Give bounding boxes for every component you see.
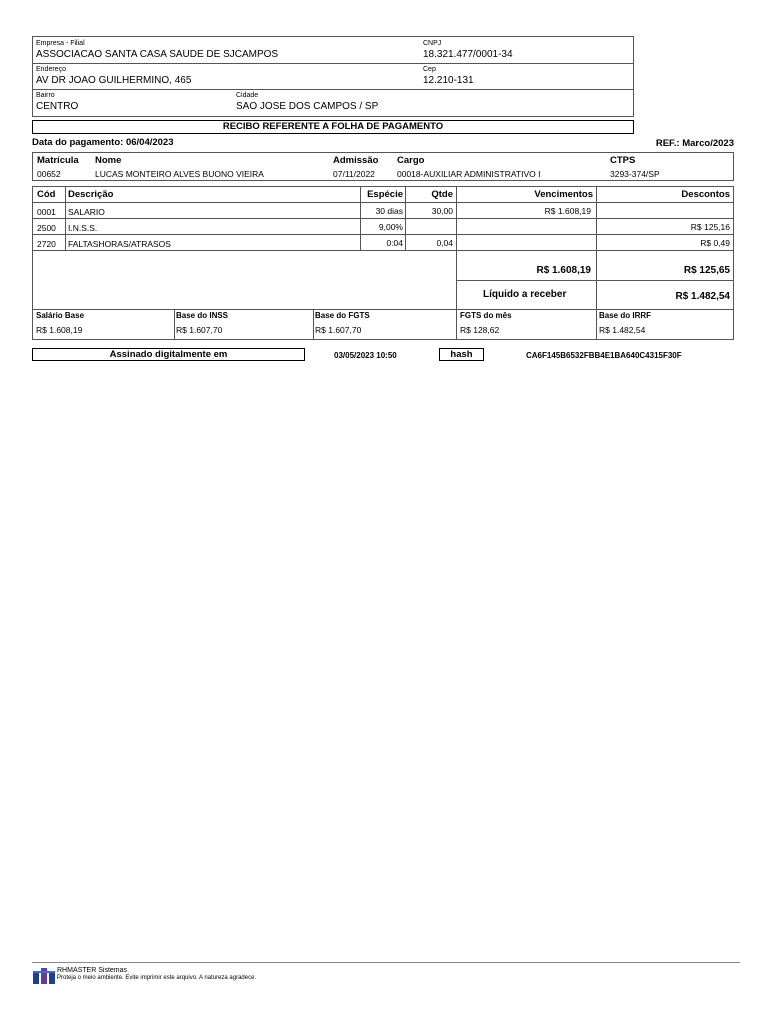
- payment-date: Data do pagamento: 06/04/2023: [32, 137, 174, 148]
- cep-value: 12.210-131: [423, 75, 474, 86]
- cargo-value: 00018-AUXILIAR ADMINISTRATIVO I: [397, 169, 541, 179]
- admissao-label: Admissão: [333, 155, 379, 166]
- table-row-cod: 2500: [37, 223, 56, 233]
- liquido-value: R$ 1.482,54: [675, 291, 730, 302]
- matricula-label: Matrícula: [37, 155, 79, 166]
- col-qtde: Qtde: [431, 189, 453, 200]
- cnpj-label: CNPJ: [423, 40, 442, 47]
- footer-note: Proteja o meio ambiente. Evite imprimir este arquivo. A natureza agradece.: [57, 975, 257, 981]
- fgts-mes-label: FGTS do mês: [460, 311, 512, 320]
- salario-base-value: R$ 1.608,19: [36, 325, 83, 335]
- employee-box: [32, 152, 734, 181]
- table-row-descontos: R$ 125,16: [690, 222, 730, 232]
- reference-period: REF.: Marco/2023: [655, 138, 734, 149]
- bairro-value: CENTRO: [36, 101, 79, 112]
- liquido-label: Líquido a receber: [483, 289, 567, 300]
- base-fgts-label: Base do FGTS: [315, 311, 370, 320]
- table-row-especie: 0:04: [386, 238, 403, 248]
- table-row-qtde: 30,00: [431, 206, 453, 216]
- table-row-especie: 30 dias: [375, 206, 403, 216]
- ctps-value: 3293-374/SP: [610, 169, 660, 179]
- col-especie: Espécie: [367, 189, 403, 200]
- table-row-cod: 0001: [37, 207, 56, 217]
- cargo-label: Cargo: [397, 155, 425, 166]
- table-row-descricao: I.N.S.S.: [68, 223, 98, 233]
- table-row-vencimentos: R$ 1.608,19: [544, 206, 591, 216]
- empresa-value: ASSOCIACAO SANTA CASA SAUDE DE SJCAMPOS: [36, 49, 279, 60]
- table-row-descricao: SALARIO: [68, 207, 105, 217]
- hash-label: hash: [439, 348, 484, 361]
- endereco-value: AV DR JOAO GUILHERMINO, 465: [36, 75, 192, 86]
- table-row-descricao: FALTASHORAS/ATRASOS: [68, 239, 171, 249]
- total-descontos: R$ 125,65: [683, 265, 730, 276]
- col-descricao: Descrição: [68, 189, 114, 200]
- nome-value: LUCAS MONTEIRO ALVES BUONO VIEIRA: [95, 169, 264, 179]
- matricula-value: 00652: [37, 169, 61, 179]
- col-vencimentos: Vencimentos: [534, 189, 593, 200]
- total-vencimentos: R$ 1.608,19: [536, 265, 591, 276]
- col-cod: Cód: [37, 189, 56, 200]
- fgts-mes-value: R$ 128,62: [460, 325, 500, 335]
- base-irrf-value: R$ 1.482,54: [599, 325, 646, 335]
- table-row-especie: 9,00%: [378, 222, 403, 232]
- signature-date: 03/05/2023 10:50: [334, 351, 397, 360]
- table-row-descontos: R$ 0,49: [700, 238, 730, 248]
- base-fgts-value: R$ 1.607,70: [315, 325, 362, 335]
- base-inss-label: Base do INSS: [176, 311, 229, 320]
- nome-label: Nome: [95, 155, 122, 166]
- footer-brand: RHMASTER Sistemas: [57, 967, 128, 974]
- ctps-label: CTPS: [610, 155, 636, 166]
- empresa-label: Empresa - Filial: [36, 40, 85, 47]
- hash-value: CA6F145B6532FBB4E1BA640C4315F30F: [526, 351, 682, 360]
- company-header-box: [32, 36, 634, 117]
- table-row-cod: 2720: [37, 239, 56, 249]
- cidade-label: Cidade: [236, 92, 259, 99]
- base-irrf-label: Base do IRRF: [599, 311, 652, 320]
- cep-label: Cep: [423, 66, 436, 73]
- signature-label: Assinado digitalmente em: [32, 348, 305, 361]
- endereco-label: Endereço: [36, 66, 66, 73]
- bairro-label: Bairro: [36, 92, 55, 99]
- cidade-value: SAO JOSE DOS CAMPOS / SP: [236, 101, 379, 112]
- document-title: RECIBO REFERENTE A FOLHA DE PAGAMENTO: [32, 120, 634, 134]
- base-inss-value: R$ 1.607,70: [176, 325, 223, 335]
- cnpj-value: 18.321.477/0001-34: [423, 49, 513, 60]
- items-table: [32, 186, 734, 340]
- admissao-value: 07/11/2022: [333, 169, 375, 179]
- salario-base-label: Salário Base: [36, 311, 85, 320]
- col-descontos: Descontos: [681, 189, 730, 200]
- rhmaster-logo-icon: [33, 968, 55, 984]
- table-row-qtde: 0,04: [436, 238, 453, 248]
